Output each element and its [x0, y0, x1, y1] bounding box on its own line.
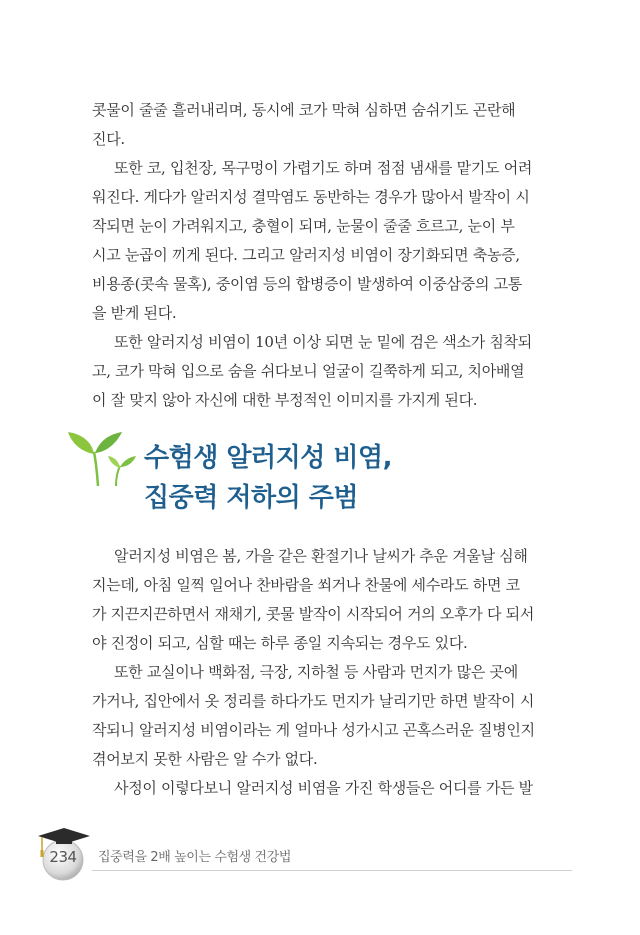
section-title-line-2: 집중력 저하의 주범	[144, 483, 359, 513]
body-line: 고, 코가 막혀 입으로 숨을 쉬다보니 얼굴이 길쭉하게 되고, 치아배열	[92, 362, 525, 380]
body-line: 이 잘 맞지 않아 자신에 대한 부정적인 이미지를 가지게 된다.	[92, 391, 478, 409]
section-title-line-1: 수험생 알러지성 비염,	[144, 443, 393, 473]
body-line: 가거나, 집안에서 옷 정리를 하다가도 먼지가 날리기만 하면 발작이 시	[92, 692, 535, 710]
sprout-icon	[64, 428, 140, 488]
body-line: 또한 알러지성 비염이 10년 이상 되면 눈 밑에 검은 색소가 침착되	[114, 333, 532, 351]
book-title: 집중력을 2배 높이는 수험생 건강법	[98, 850, 292, 865]
body-line: 을 받게 된다.	[92, 304, 177, 322]
body-line: 워진다. 게다가 알러지성 결막염도 동반하는 경우가 많아서 발작이 시	[92, 188, 530, 206]
body-line: 진다.	[92, 130, 125, 148]
body-line: 사정이 이렇다보니 알러지성 비염을 가진 학생들은 어디를 가든 발	[114, 779, 533, 797]
body-line: 알러지성 비염은 봄, 가을 같은 환절기나 날씨가 추운 겨울날 심해	[114, 547, 528, 565]
section-heading	[64, 428, 544, 528]
body-line: 시고 눈곱이 끼게 된다. 그리고 알러지성 비염이 장기화되면 축농증,	[92, 246, 520, 264]
section-title	[144, 438, 392, 518]
body-line: 작되면 눈이 가려워지고, 충혈이 되며, 눈물이 줄줄 흐르고, 눈이 부	[92, 217, 515, 235]
body-line: 비용종(콧속 물혹), 중이염 등의 합병증이 발생하여 이중삼중의 고통	[92, 275, 522, 293]
page-footer	[34, 826, 594, 886]
section-1-text	[92, 96, 544, 415]
footer-divider	[92, 870, 572, 871]
page-number: 234	[49, 848, 77, 866]
body-line: 겪어보지 못한 사람은 알 수가 없다.	[92, 750, 318, 768]
body-line: 또한 교실이나 백화점, 극장, 지하철 등 사람과 먼지가 많은 곳에	[114, 663, 518, 681]
body-line: 야 진정이 되고, 심할 때는 하루 종일 지속되는 경우도 있다.	[92, 634, 468, 652]
body-line: 작되니 알러지성 비염이라는 게 얼마나 성가시고 곤혹스러운 질병인지	[92, 721, 535, 739]
section-2-text	[92, 542, 544, 803]
body-line: 가 지끈지끈하면서 재채기, 콧물 발작이 시작되어 거의 오후가 다 되서	[92, 605, 535, 623]
body-line: 또한 코, 입천장, 목구멍이 가렵기도 하며 점점 냄새를 맡기도 어려	[114, 159, 533, 177]
body-line: 지는데, 아침 일찍 일어나 찬바람을 쐬거나 찬물에 세수라도 하면 코	[92, 576, 520, 594]
body-line: 콧물이 줄줄 흘러내리며, 동시에 코가 막혀 심하면 숨쉬기도 곤란해	[92, 101, 516, 119]
